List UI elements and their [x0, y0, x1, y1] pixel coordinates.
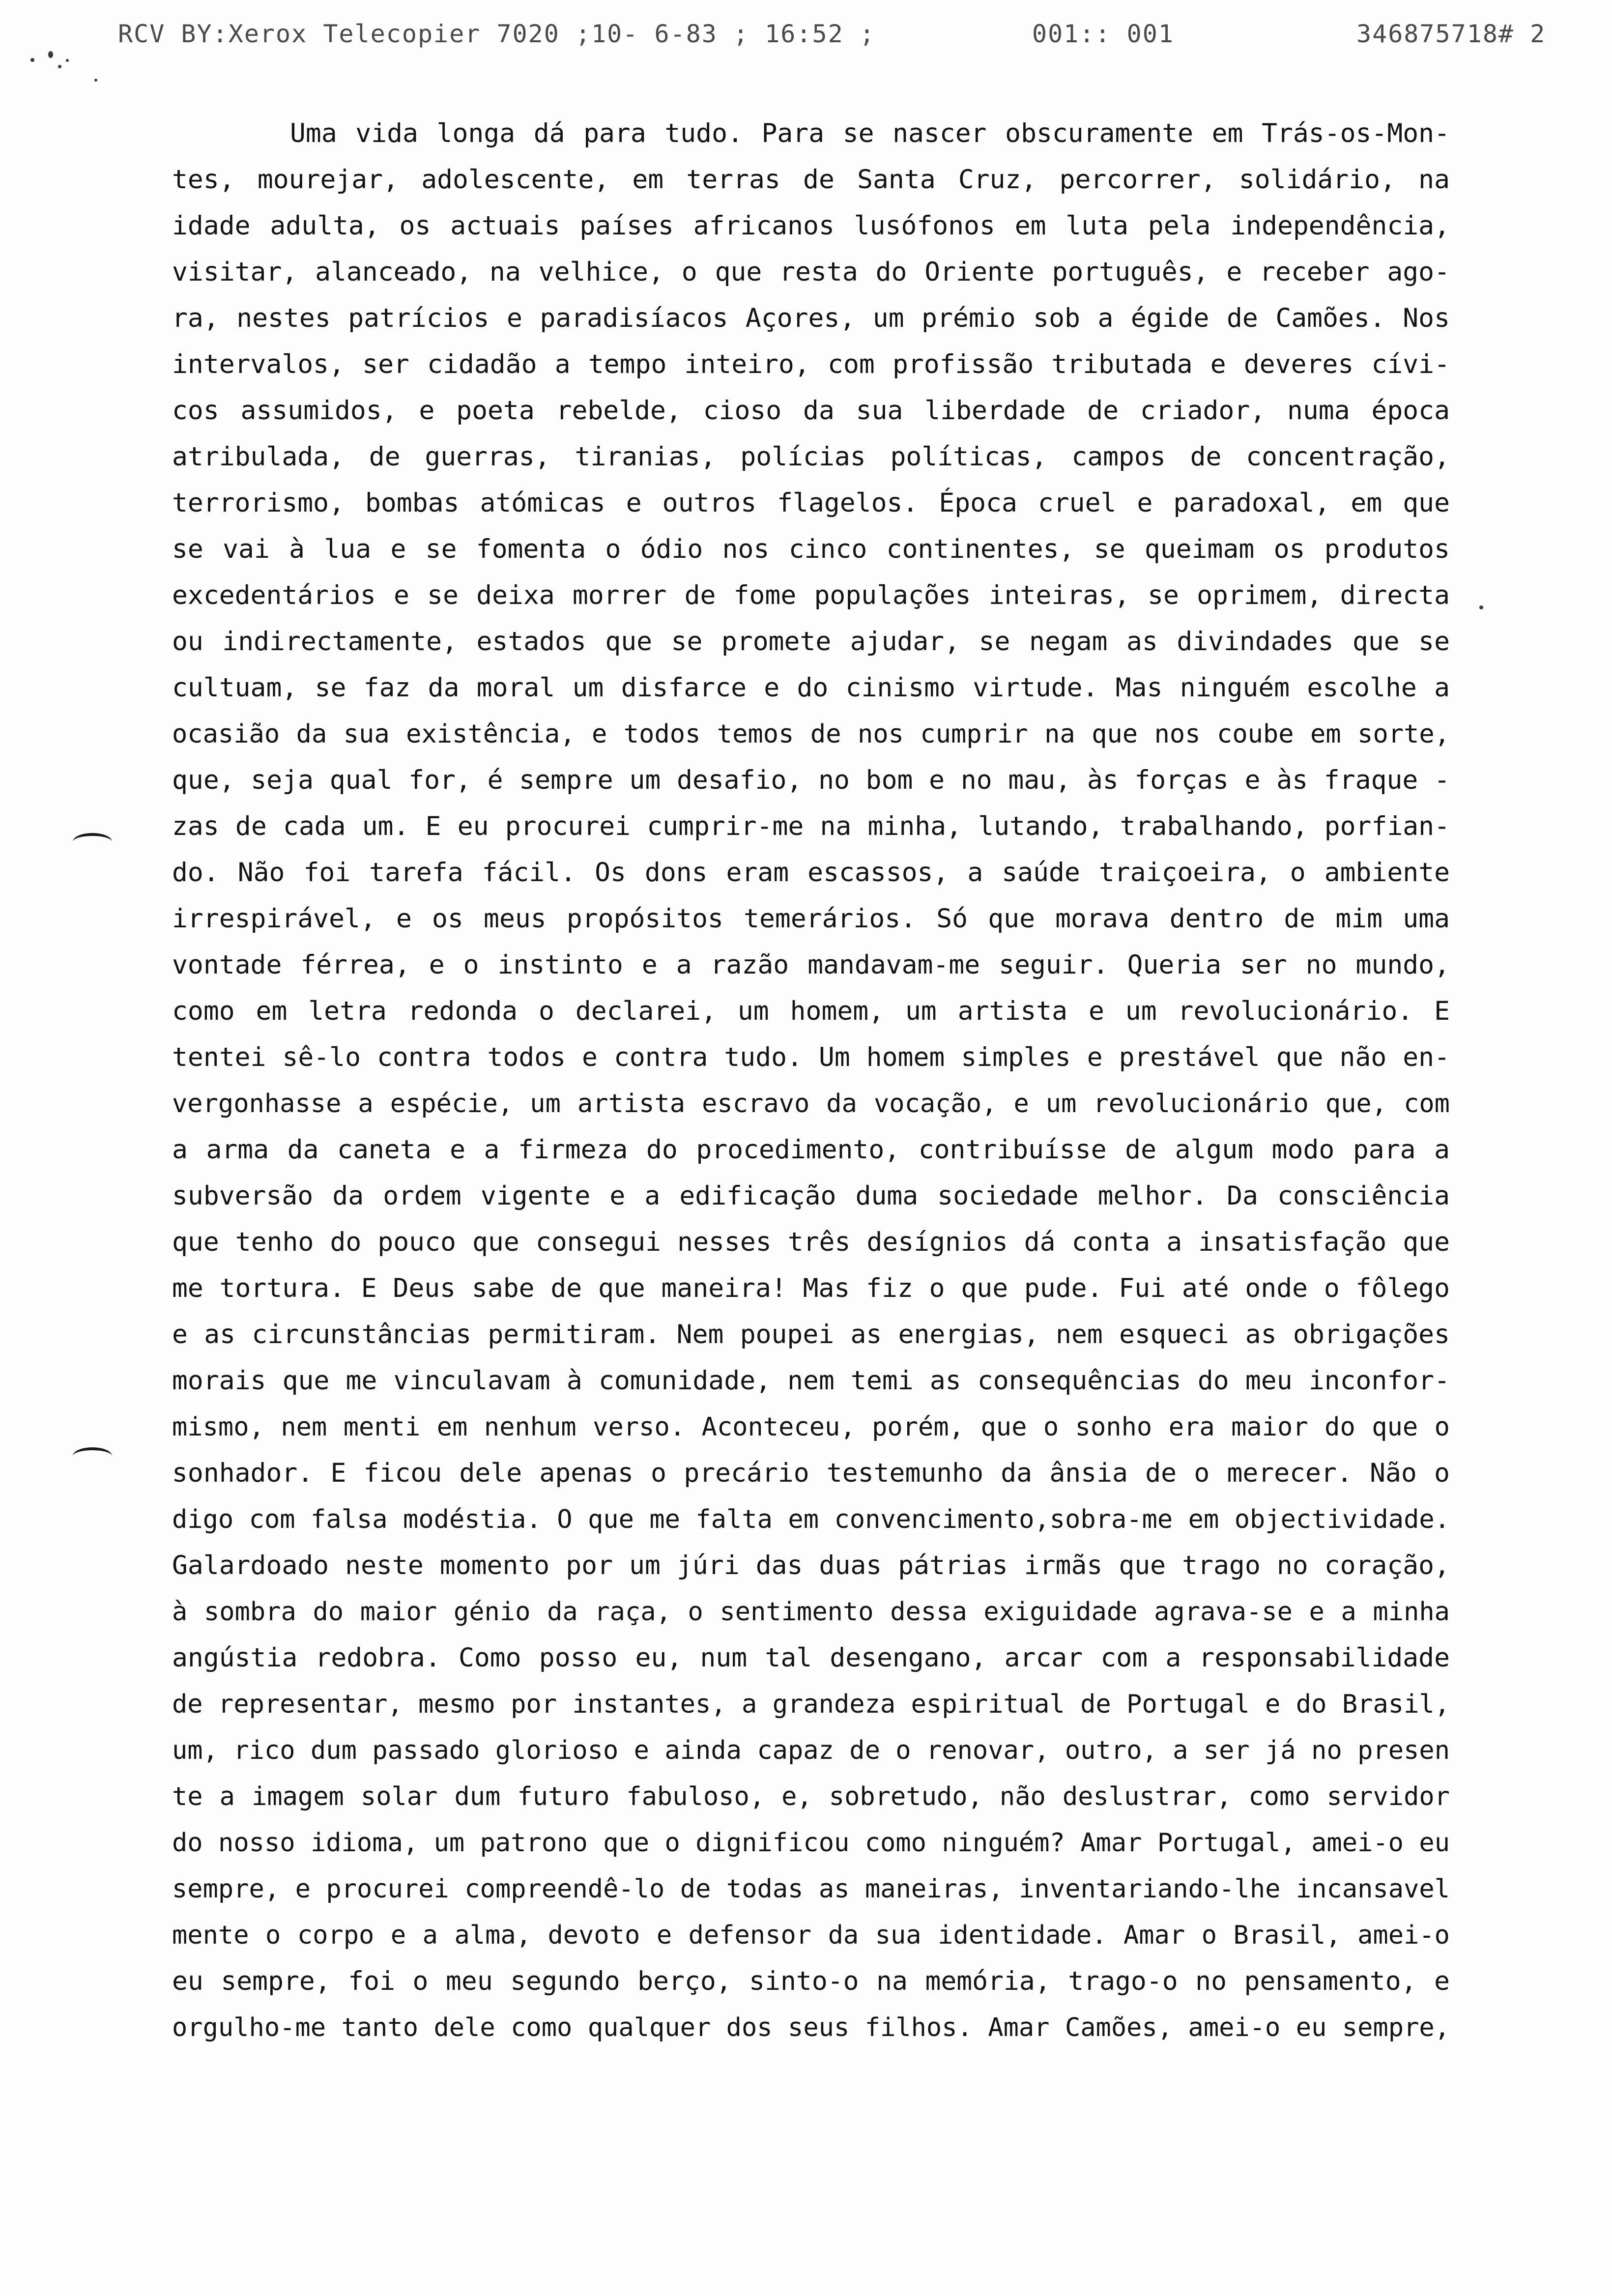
text-line: Uma vida longa dá para tudo. Para se nascer obscuramente em Trás-os-Mon- [290, 118, 1450, 148]
text-line: intervalos, ser cidadão a tempo inteiro, com profissão tributada e deveres cívi- [172, 349, 1450, 379]
text-line: excedentários e se deixa morrer de fome populações inteiras, se oprimem, directa [172, 580, 1450, 610]
text-line: visitar, alanceado, na velhice, o que resta do Oriente português, e receber ago- [172, 257, 1450, 287]
text-line: vontade férrea, e o instinto e a razão mandavam-me seguir. Queria ser no mundo, [172, 950, 1450, 980]
scan-speck [94, 79, 97, 82]
text-line: sempre, e procurei compreendê-lo de todas as maneiras, inventariando-lhe incansavel [172, 1874, 1450, 1904]
text-line: cultuam, se faz da moral um disfarce e do cinismo virtude. Mas ninguém escolhe a [172, 673, 1450, 703]
margin-punch-mark [73, 833, 112, 851]
text-line: subversão da ordem vigente e a edificação duma sociedade melhor. Da consciência [172, 1181, 1450, 1211]
text-line: ou indirectamente, estados que se promete ajudar, se negam as divindades que se [172, 627, 1450, 657]
fax-header-left: RCV BY:Xerox Telecopier 7020 ;10- 6-83 ; 16:52 ; [118, 20, 875, 48]
text-line: e as circunstâncias permitiram. Nem poupei as energias, nem esqueci as obrigações [172, 1320, 1450, 1349]
text-line: tes, mourejar, adolescente, em terras de Santa Cruz, percorrer, solidário, na [172, 165, 1450, 195]
text-line: terrorismo, bombas atómicas e outros flagelos. Época cruel e paradoxal, em que [172, 488, 1450, 518]
text-line: mismo, nem menti em nenhum verso. Aconteceu, porém, que o sonho era maior do que o [172, 1412, 1450, 1442]
fax-transmission-header [118, 20, 1546, 59]
text-line: atribulada, de guerras, tiranias, polícias políticas, campos de concentração, [172, 442, 1450, 472]
text-line: como em letra redonda o declarei, um homem, um artista e um revolucionário. E [172, 996, 1450, 1026]
text-line: do nosso idioma, um patrono que o dignificou como ninguém? Amar Portugal, amei-o eu [172, 1828, 1450, 1858]
text-line: que tenho do pouco que consegui nesses três desígnios dá conta a insatisfação que [172, 1227, 1450, 1257]
text-line: sonhador. E ficou dele apenas o precário testemunho da ânsia de o merecer. Não o [172, 1458, 1450, 1488]
text-line: irrespirável, e os meus propósitos temerários. Só que morava dentro de mim uma [172, 904, 1450, 934]
scan-speck [66, 59, 69, 62]
text-line: idade adulta, os actuais países africanos lusófonos em luta pela independência, [172, 211, 1450, 241]
text-line: se vai à lua e se fomenta o ódio nos cinco continentes, se queimam os produtos [172, 534, 1450, 564]
fax-header-right: 346875718# 2 [1356, 20, 1546, 48]
text-line: que, seja qual for, é sempre um desafio, no bom e no mau, às forças e às fraque - [172, 765, 1450, 795]
text-line: te a imagem solar dum futuro fabuloso, e, sobretudo, não deslustrar, como servidor [172, 1782, 1450, 1811]
text-line: ocasião da sua existência, e todos temos de nos cumprir na que nos coube em sorte, [172, 719, 1450, 749]
text-line: eu sempre, foi o meu segundo berço, sinto-o na memória, trago-o no pensamento, e [172, 1966, 1450, 1996]
text-line: tentei sê-lo contra todos e contra tudo. Um homem simples e prestável que não en- [172, 1042, 1450, 1072]
margin-punch-mark [73, 1447, 112, 1465]
text-line: Galardoado neste momento por um júri das duas pátrias irmãs que trago no coração, [172, 1550, 1450, 1580]
text-line: zas de cada um. E eu procurei cumprir-me na minha, lutando, trabalhando, porfian- [172, 811, 1450, 841]
scan-speck [30, 58, 34, 62]
text-line: do. Não foi tarefa fácil. Os dons eram escassos, a saúde traiçoeira, o ambiente [172, 858, 1450, 888]
text-line: vergonhasse a espécie, um artista escravo da vocação, e um revolucionário que, com [172, 1089, 1450, 1119]
text-line: ra, nestes patrícios e paradisíacos Açores, um prémio sob a égide de Camões. Nos [172, 303, 1450, 333]
text-line: me tortura. E Deus sabe de que maneira! Mas fiz o que pude. Fui até onde o fôlego [172, 1273, 1450, 1303]
scan-speck [58, 65, 61, 68]
letter-body [172, 111, 1450, 2051]
text-line: cos assumidos, e poeta rebelde, cioso da sua liberdade de criador, numa época [172, 396, 1450, 426]
text-line: mente o corpo e a alma, devoto e defensor da sua identidade. Amar o Brasil, amei-o [172, 1921, 1450, 1950]
scan-speck [48, 51, 53, 58]
text-line: angústia redobra. Como posso eu, num tal desengano, arcar com a responsabilidade [172, 1643, 1450, 1673]
text-line: orgulho-me tanto dele como qualquer dos seus filhos. Amar Camões, amei-o eu sempre, [172, 2013, 1450, 2042]
text-line: digo com falsa modéstia. O que me falta em convencimento,sobra-me em objectividade. [172, 1505, 1450, 1534]
scan-speck [1479, 605, 1483, 609]
text-line: à sombra do maior génio da raça, o sentimento dessa exiguidade agrava-se e a minha [172, 1597, 1450, 1627]
text-line: a arma da caneta e a firmeza do procedimento, contribuísse de algum modo para a [172, 1135, 1450, 1165]
fax-header-middle: 001:: 001 [1032, 20, 1174, 48]
text-line: um, rico dum passado glorioso e ainda capaz de o renovar, outro, a ser já no presen [172, 1736, 1450, 1765]
text-line: morais que me vinculavam à comunidade, nem temi as consequências do meu inconfor- [172, 1366, 1450, 1396]
text-line: de representar, mesmo por instantes, a grandeza espiritual de Portugal e do Brasil, [172, 1690, 1450, 1719]
